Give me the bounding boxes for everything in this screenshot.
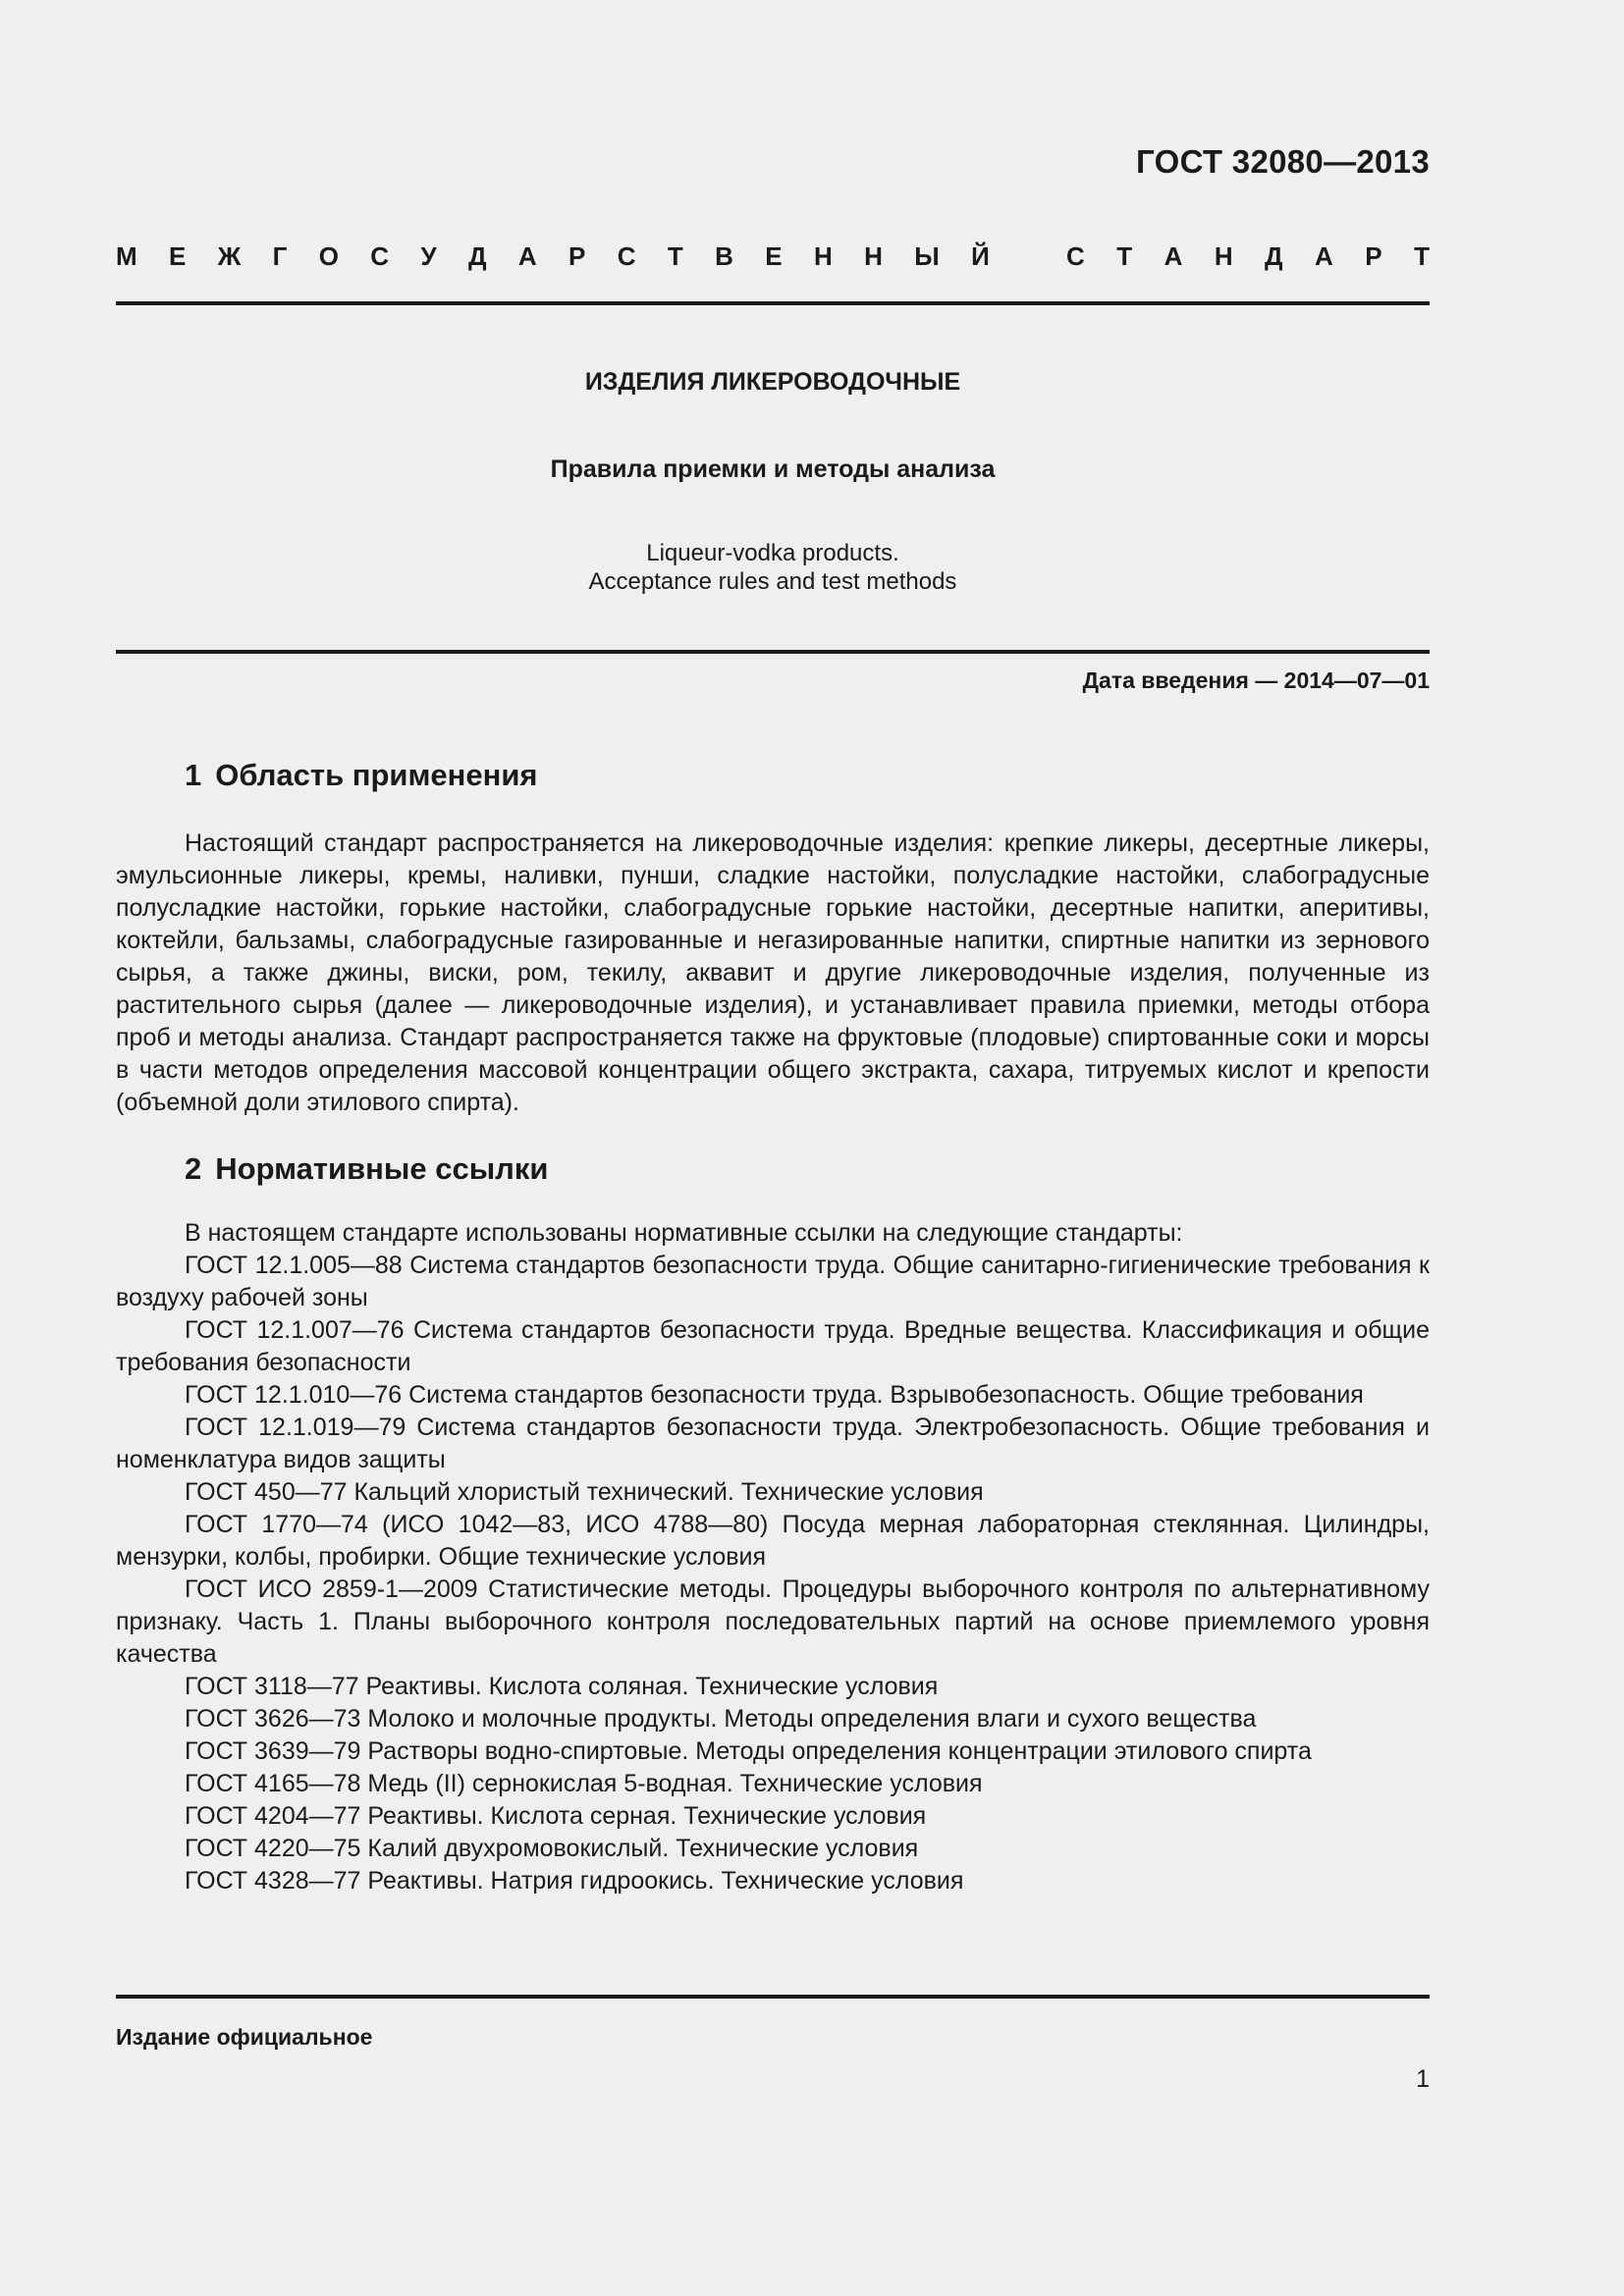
banner-letter: Т — [1414, 241, 1430, 271]
banner-letter: С — [617, 241, 636, 271]
section-heading — [185, 1151, 548, 1187]
banner-letter: Е — [169, 241, 187, 271]
section-heading — [185, 758, 538, 793]
banner-letter: Н — [864, 241, 883, 271]
banner-letter: О — [318, 241, 339, 271]
reference-item: ГОСТ 4220—75 Калий двухромовокислый. Технические условия — [185, 1835, 919, 1862]
standard-type-banner — [116, 241, 1430, 272]
banner-letter: Р — [568, 241, 586, 271]
banner-letter: Ж — [217, 241, 242, 271]
section-number: 2 — [185, 1151, 202, 1186]
section-title: Область применения — [215, 758, 538, 792]
section-title: Нормативные ссылки — [215, 1151, 549, 1186]
reference-item: ГОСТ ИСО 2859-1—2009 Статистические методы. Процедуры выборочного контроля по альтернативному признаку. Часть 1. Планы выборочного контроля последовательных партий на основе приемлемого уровня качества — [116, 1575, 1430, 1668]
banner-letter: Т — [1116, 241, 1133, 271]
banner-letter: А — [1315, 241, 1333, 271]
english-title — [116, 539, 1430, 596]
banner-letter: Н — [1214, 241, 1233, 271]
reference-item: ГОСТ 4165—78 Медь (II) сернокислая 5-водная. Технические условия — [185, 1770, 983, 1797]
banner-letter: Т — [667, 241, 683, 271]
english-title-line: Acceptance rules and test methods — [588, 568, 957, 595]
normative-references-list — [116, 1217, 1430, 1897]
banner-word-standard — [1066, 241, 1430, 272]
banner-letter: Е — [765, 241, 783, 271]
document-title: ИЗДЕЛИЯ ЛИКЕРОВОДОЧНЫЕ — [584, 368, 961, 396]
reference-item: ГОСТ 4204—77 Реактивы. Кислота серная. Технические условия — [185, 1802, 927, 1830]
reference-item: ГОСТ 12.1.007—76 Система стандартов безопасности труда. Вредные вещества. Классификация и общие требования безопасности — [116, 1316, 1430, 1376]
section-number: 1 — [185, 758, 202, 792]
official-edition-label: Издание официальное — [116, 2024, 373, 2050]
document-number: ГОСТ 32080—2013 — [1136, 143, 1430, 180]
title-divider — [116, 650, 1430, 654]
banner-letter: У — [420, 241, 437, 271]
banner-letter: Ы — [914, 241, 940, 271]
header-divider — [116, 301, 1430, 305]
banner-letter: М — [116, 241, 137, 271]
reference-item: ГОСТ 12.1.005—88 Система стандартов безопасности труда. Общие санитарно-гигиенические требования к воздуху рабочей зоны — [116, 1252, 1430, 1311]
scope-paragraph: Настоящий стандарт распространяется на ликероводочные изделия: крепкие ликеры, десертные ликеры, эмульсионные ликеры, кремы, наливки, пунши, сладкие настойки, полусладкие настойки, слабоградусные полусладкие настойки, горькие настойки, слабоградусные горькие настойки, десертные напитки, аперитивы, коктейли, бальзамы, слабоградусные газированные и негазированные напитки, спиртные напитки из зернового сырья, а также джины, виски, ром, текилу, аквавит и другие ликероводочные изделия, полученные из растительного сырья (далее — ликероводочные изделия), и устанавливает правила приемки, методы отбора проб и методы анализа. Стандарт распространяется также на фруктовые (плодовые) спиртованные соки и морсы в части методов определения массовой концентрации общего экстракта, сахара, титруемых кислот и крепости (объемной доли этилового спирта). — [116, 829, 1430, 1116]
banner-letter: В — [715, 241, 733, 271]
banner-letter: Р — [1365, 241, 1382, 271]
reference-item: ГОСТ 3626—73 Молоко и молочные продукты. Методы определения влаги и сухого вещества — [185, 1705, 1257, 1733]
reference-item: ГОСТ 1770—74 (ИСО 1042—83, ИСО 4788—80) Посуда мерная лабораторная стеклянная. Цилиндры, мензурки, колбы, пробирки. Общие технические условия — [116, 1511, 1430, 1571]
banner-letter: Й — [971, 241, 990, 271]
banner-word-interstate — [116, 241, 990, 272]
introduction-date: Дата введения — 2014—07—01 — [1082, 667, 1430, 693]
footer-divider — [116, 1995, 1430, 1999]
banner-letter: Н — [813, 241, 833, 271]
references-intro: В настоящем стандарте использованы нормативные ссылки на следующие стандарты: — [185, 1219, 1183, 1247]
banner-letter: А — [1164, 241, 1183, 271]
banner-letter: Д — [1265, 241, 1283, 271]
reference-item: ГОСТ 4328—77 Реактивы. Натрия гидроокись. Технические условия — [185, 1867, 964, 1895]
reference-item: ГОСТ 3639—79 Растворы водно-спиртовые. Методы определения концентрации этилового спирта — [185, 1737, 1312, 1765]
banner-letter: А — [517, 241, 537, 271]
english-title-line: Liqueur-vodka products. — [646, 540, 899, 566]
banner-letter: С — [1066, 241, 1085, 271]
banner-letter: Г — [272, 241, 288, 271]
reference-item: ГОСТ 3118—77 Реактивы. Кислота соляная. Технические условия — [185, 1673, 939, 1700]
document-subtitle: Правила приемки и методы анализа — [550, 455, 996, 483]
reference-item: ГОСТ 12.1.010—76 Система стандартов безопасности труда. Взрывобезопасность. Общие требования — [185, 1381, 1364, 1409]
reference-item: ГОСТ 12.1.019—79 Система стандартов безопасности труда. Электробезопасность. Общие требования и номенклатура видов защиты — [116, 1414, 1430, 1473]
banner-letter: Д — [467, 241, 487, 271]
banner-letter: С — [370, 241, 390, 271]
page-number: 1 — [1416, 2065, 1430, 2093]
reference-item: ГОСТ 450—77 Кальций хлористый технический. Технические условия — [185, 1478, 984, 1506]
